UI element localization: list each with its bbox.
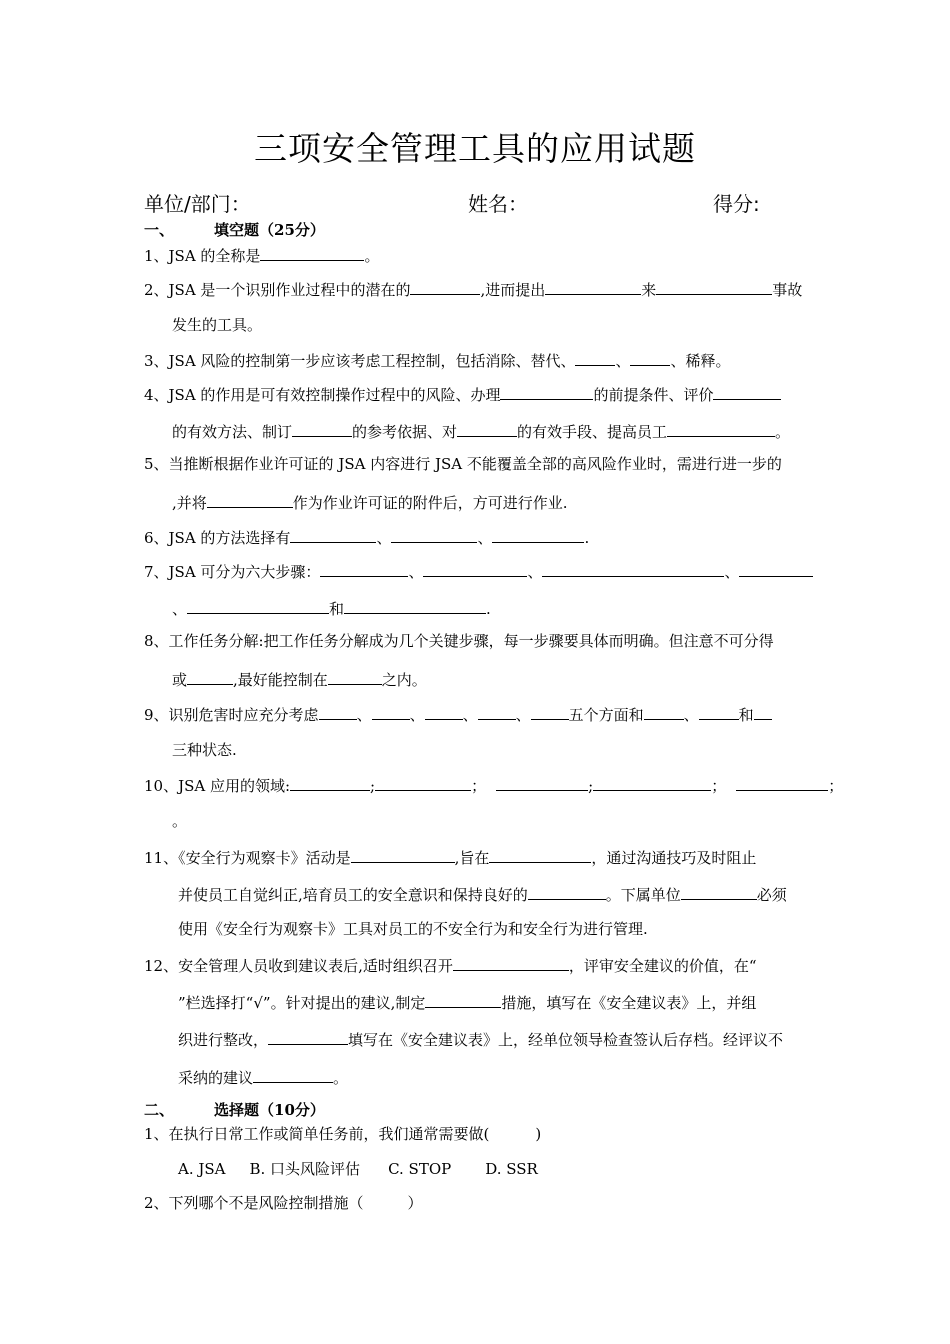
score-label: 得分: — [713, 192, 760, 216]
blank[interactable] — [253, 1065, 333, 1083]
blank[interactable] — [681, 882, 757, 900]
blank[interactable] — [423, 559, 527, 577]
blank[interactable] — [410, 277, 480, 295]
question-2: 2、JSA 是一个识别作业过程中的潜在的 ,进而提出 来 事故 — [144, 277, 802, 301]
option-b[interactable]: B. 口头风险评估 — [249, 1160, 361, 1178]
blank[interactable] — [699, 702, 739, 720]
question-12-cont-2: 织进行整改， 填写在《安全建议表》上，经单位领导检查签认后存档。经评议不 — [178, 1027, 783, 1051]
section-2-title: 选择题（10分） — [214, 1101, 325, 1119]
blank[interactable] — [542, 559, 724, 577]
blank[interactable] — [739, 559, 813, 577]
blank[interactable] — [328, 667, 382, 685]
blank[interactable] — [656, 277, 772, 295]
question-2-cont: 发生的工具。 — [172, 316, 263, 334]
section-2-number: 二、 — [144, 1101, 175, 1119]
question-9-cont: 三种状态. — [172, 741, 237, 759]
option-a[interactable]: A. JSA — [178, 1160, 226, 1178]
question-11-cont-2: 使用《安全行为观察卡》工具对员工的不安全行为和安全行为进行管理. — [178, 920, 648, 938]
blank[interactable] — [391, 525, 477, 543]
choice-question-2: 2、下列哪个不是风险控制措施（ ） — [144, 1194, 423, 1212]
section-1-heading — [144, 219, 325, 241]
option-d[interactable]: D. SSR — [485, 1160, 538, 1178]
choice-question-1: 1、在执行日常工作或简单任务前，我们通常需要做( ) — [144, 1125, 542, 1143]
blank[interactable] — [644, 702, 684, 720]
blank[interactable] — [260, 243, 364, 261]
question-6: 6、JSA 的方法选择有 、 、 . — [144, 525, 589, 549]
question-9: 9、识别危害时应充分考虑 、 、 、 、 五个方面和 、 和 — [144, 702, 772, 726]
name-label: 姓名： — [468, 192, 528, 216]
question-12-cont-1: ”栏选择打“√”。针对提出的建议,制定 措施，填写在《安全建议表》上，并组 — [178, 990, 756, 1014]
blank[interactable] — [496, 773, 588, 791]
question-8-cont: 或 ,最好能控制在 之内。 — [172, 667, 427, 691]
blank[interactable] — [372, 702, 410, 720]
choice-1-options — [178, 1158, 538, 1180]
blank[interactable] — [667, 419, 775, 437]
option-c[interactable]: C. STOP — [388, 1160, 452, 1178]
blank[interactable] — [489, 845, 591, 863]
blank[interactable] — [457, 419, 517, 437]
blank[interactable] — [754, 702, 772, 720]
question-4-cont: 的有效方法、制订 的参考依据、对 的有效手段、提高员工 。 — [172, 419, 790, 443]
question-1: 1、JSA 的全称是 。 — [144, 243, 379, 267]
question-10-cont: 。 — [172, 812, 188, 830]
blank[interactable] — [319, 702, 357, 720]
blank[interactable] — [290, 773, 370, 791]
question-5: 5、当推断根据作业许可证的 JSA 内容进行 JSA 不能覆盖全部的高风险作业时，需进行进一步的 — [144, 455, 782, 473]
blank[interactable] — [268, 1027, 348, 1045]
blank[interactable] — [736, 773, 828, 791]
blank[interactable] — [528, 882, 606, 900]
unit-label: 单位/部门： — [144, 192, 251, 216]
question-7: 7、JSA 可分为六大步骤： 、 、 、 — [144, 559, 813, 583]
question-7-cont: 、 和 . — [172, 596, 491, 620]
blank[interactable] — [478, 702, 516, 720]
blank[interactable] — [290, 525, 376, 543]
blank[interactable] — [320, 559, 408, 577]
question-12-cont-3: 采纳的建议 。 — [178, 1065, 348, 1089]
question-10: 10、JSA 应用的领域: ; ； ; ； ； — [144, 773, 843, 797]
blank[interactable] — [713, 382, 781, 400]
blank[interactable] — [492, 525, 584, 543]
blank[interactable] — [375, 773, 471, 791]
blank[interactable] — [575, 348, 615, 366]
section-1-title: 填空题（25分） — [214, 221, 325, 239]
blank[interactable] — [207, 490, 293, 508]
blank[interactable] — [187, 596, 329, 614]
blank[interactable] — [344, 596, 486, 614]
blank[interactable] — [593, 773, 711, 791]
question-4: 4、JSA 的作用是可有效控制操作过程中的风险、办理 的前提条件、评价 — [144, 382, 781, 406]
question-11-cont-1: 并使员工自觉纠正,培育员工的安全意识和保持良好的 。下属单位 必须 — [178, 882, 787, 906]
blank[interactable] — [425, 990, 501, 1008]
blank[interactable] — [351, 845, 455, 863]
blank[interactable] — [453, 953, 569, 971]
section-1-number: 一、 — [144, 221, 175, 239]
blank[interactable] — [531, 702, 569, 720]
blank[interactable] — [630, 348, 670, 366]
question-3: 3、JSA 风险的控制第一步应该考虑工程控制，包括消除、替代、 、 、稀释。 — [144, 348, 730, 372]
question-5-cont: ,并将 作为作业许可证的附件后，方可进行作业. — [172, 490, 568, 514]
page-title: 三项安全管理工具的应用试题 — [254, 129, 696, 168]
blank[interactable] — [425, 702, 463, 720]
section-2-heading — [144, 1099, 325, 1121]
blank[interactable] — [545, 277, 641, 295]
blank[interactable] — [500, 382, 593, 400]
question-11: 11、《安全行为观察卡》活动是 ,旨在 ，通过沟通技巧及时阻止 — [144, 845, 756, 869]
blank[interactable] — [187, 667, 233, 685]
question-12: 12、安全管理人员收到建议表后,适时组织召开 ，评审安全建议的价值，在“ — [144, 953, 757, 977]
blank[interactable] — [292, 419, 352, 437]
question-8: 8、工作任务分解:把工作任务分解成为几个关键步骤，每一步骤要具体而明确。但注意不可分得 — [144, 632, 774, 650]
